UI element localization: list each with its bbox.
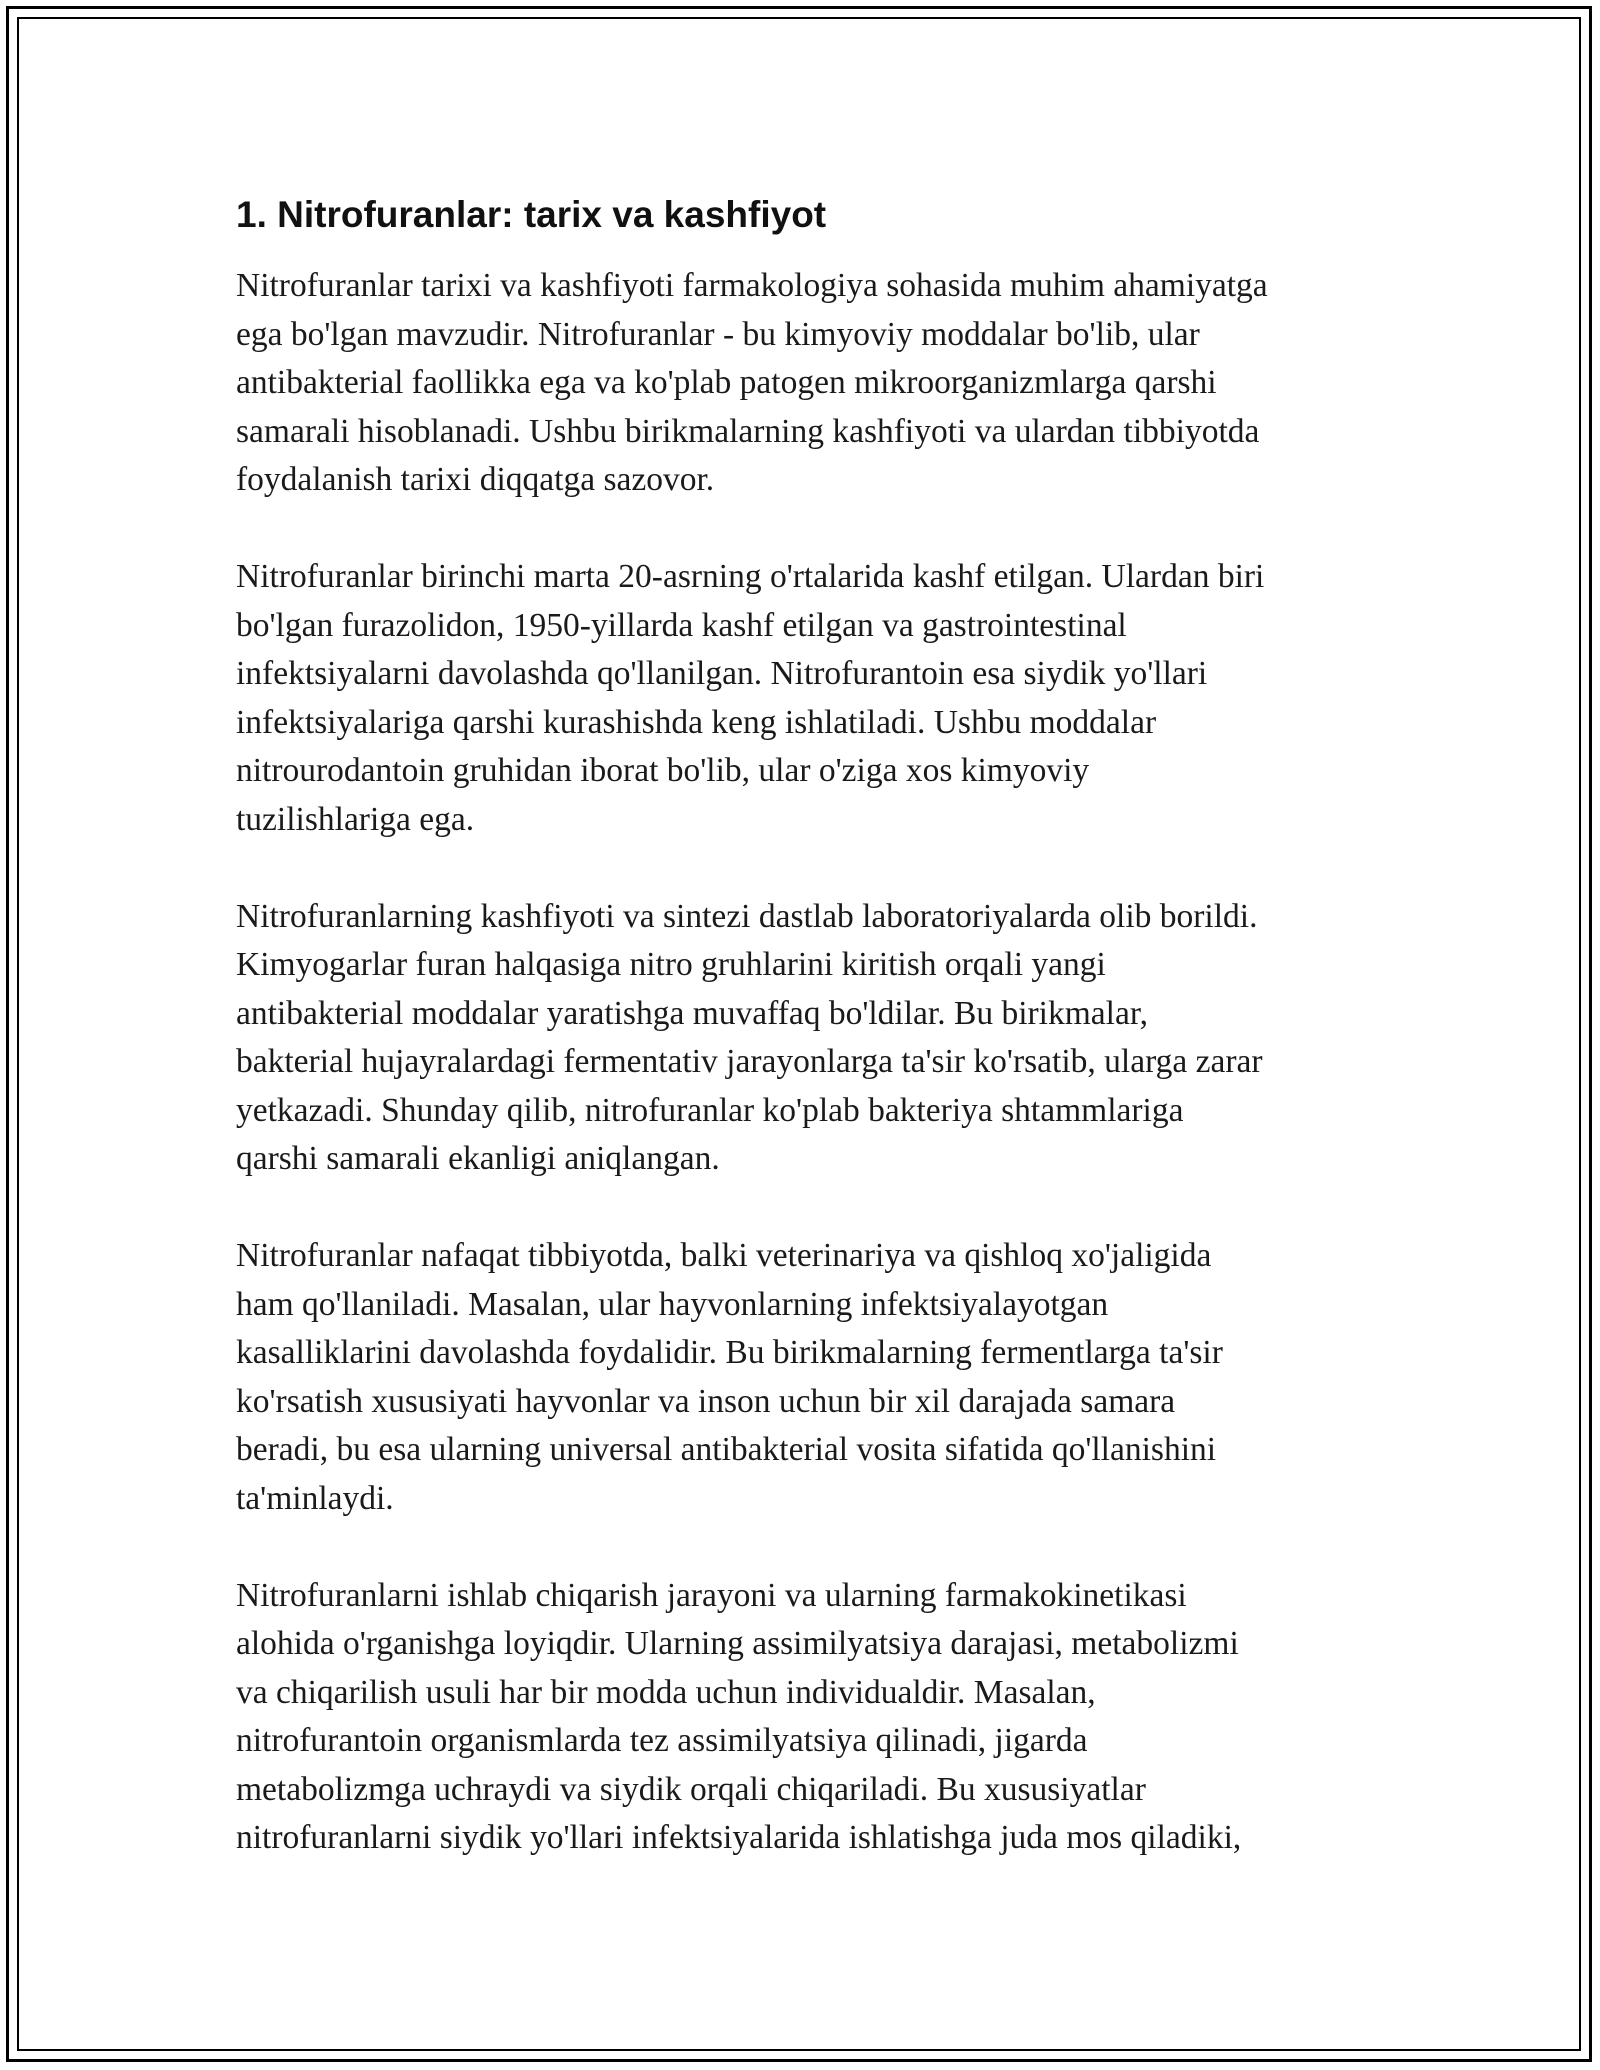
text-line: bo'lgan furazolidon, 1950-yillarda kashf etilgan va gastrointestinal [236, 606, 1127, 644]
document-body [236, 190, 1376, 1911]
text-line: metabolizmga uchraydi va siydik orqali chiqariladi. Bu xususiyatlar [236, 1770, 1146, 1808]
text-line: Nitrofuranlarning kashfiyoti va sintezi dastlab laboratoriyalarda olib borildi. [236, 897, 1258, 935]
text-line: infektsiyalariga qarshi kurashishda keng ishlatiladi. Ushbu moddalar [236, 703, 1157, 741]
text-line: infektsiyalarni davolashda qo'llanilgan. Nitrofurantoin esa siydik yo'llari [236, 655, 1208, 692]
text-line: ko'rsatish xususiyati hayvonlar va inson uchun bir xil darajada samara [236, 1382, 1176, 1420]
text-line: ham qo'llaniladi. Masalan, ular hayvonlarning infektsiyalayotgan [236, 1285, 1109, 1323]
text-line: beradi, bu esa ularning universal antibakterial vosita sifatida qo'llanishini [236, 1431, 1217, 1468]
paragraph-3 [236, 893, 1376, 1184]
section-heading: 1. Nitrofuranlar: tarix va kashfiyot [236, 194, 827, 235]
text-line: ega bo'lgan mavzudir. Nitrofuranlar - bu kimyoviy moddalar bo'lib, ular [236, 315, 1200, 353]
text-line: Kimyogarlar furan halqasiga nitro gruhlarini kiritish orqali yangi [236, 946, 1106, 983]
paragraph-2 [236, 553, 1376, 844]
text-line: tuzilishlariga ega. [236, 800, 475, 838]
text-line: Nitrofuranlar nafaqat tibbiyotda, balki veterinariya va qishloq xo'jaligida [236, 1237, 1212, 1274]
text-line: antibakterial faollikka ega va ko'plab patogen mikroorganizmlarga qarshi [236, 364, 1217, 401]
text-line: nitrofuranlarni siydik yo'llari infektsiyalarida ishlatishga juda mos qiladiki, [236, 1819, 1242, 1856]
paragraph-1 [236, 262, 1376, 505]
paragraph-4 [236, 1232, 1376, 1523]
paragraph-5 [236, 1572, 1376, 1863]
text-line: Nitrofuranlar tarixi va kashfiyoti farmakologiya sohasida muhim ahamiyatga [236, 267, 1268, 304]
text-line: kasalliklarini davolashda foydalidir. Bu birikmalarning fermentlarga ta'sir [236, 1334, 1223, 1371]
text-line: bakterial hujayralardagi fermentativ jarayonlarga ta'sir ko'rsatib, ularga zarar [236, 1043, 1263, 1080]
text-line: Nitrofuranlarni ishlab chiqarish jarayoni va ularning farmakokinetikasi [236, 1576, 1187, 1614]
text-line: foydalanish tarixi diqqatga sazovor. [236, 461, 715, 498]
text-line: samarali hisoblanadi. Ushbu birikmalarning kashfiyoti va ulardan tibbiyotda [236, 412, 1260, 450]
text-line: ta'minlaydi. [236, 1479, 394, 1517]
text-line: Nitrofuranlar birinchi marta 20-asrning o'rtalarida kashf etilgan. Ulardan biri [236, 558, 1265, 595]
text-line: va chiqarilish usuli har bir modda uchun individualdir. Masalan, [236, 1673, 1096, 1711]
text-line: nitrourodantoin gruhidan iborat bo'lib, ular o'ziga xos kimyoviy [236, 752, 1090, 789]
text-line: yetkazadi. Shunday qilib, nitrofuranlar ko'plab bakteriya shtammlariga [236, 1091, 1184, 1129]
text-line: nitrofurantoin organismlarda tez assimilyatsiya qilinadi, jigarda [236, 1722, 1088, 1759]
text-line: alohida o'rganishga loyiqdir. Ularning assimilyatsiya darajasi, metabolizmi [236, 1625, 1239, 1662]
text-line: qarshi samarali ekanligi aniqlangan. [236, 1140, 720, 1177]
text-line: antibakterial moddalar yaratishga muvaffaq bo'ldilar. Bu birikmalar, [236, 994, 1149, 1032]
